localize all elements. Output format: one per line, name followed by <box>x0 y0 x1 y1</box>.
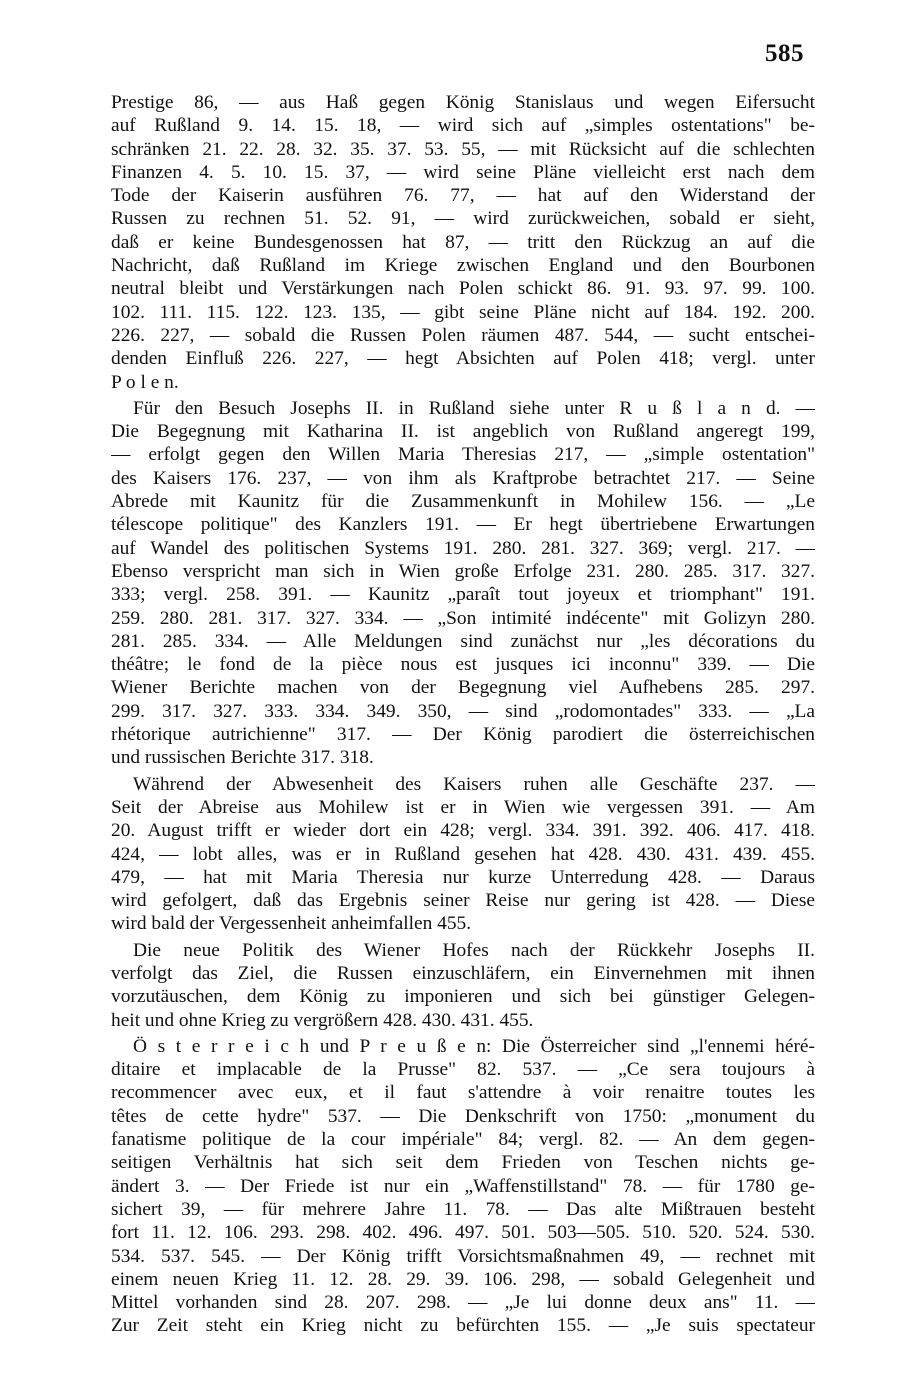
text-line: têtes de cette hydre" 537. — Die Denkschrift von 1750: „monument du <box>111 1105 815 1127</box>
text-line: 226. 227, — sobald die Russen Polen räumen 487. 544, — sucht entschei- <box>111 324 815 346</box>
text-line: auf Rußland 9. 14. 15. 18, — wird sich auf „simples ostentations" be- <box>111 115 815 137</box>
text-line: 281. 285. 334. — Alle Meldungen sind zunächst nur „les décorations du <box>111 630 815 652</box>
text-line: ditaire et implacable de la Prusse" 82. 537. — „Ce sera toujours à <box>111 1059 815 1081</box>
text-line: wird bald der Vergessenheit anheimfallen 455. <box>111 913 472 935</box>
text-line: Seit der Abreise aus Mohilew ist er in Wien wie vergessen 391. — Am <box>111 796 815 818</box>
paragraph <box>111 1035 815 1338</box>
text-line: ändert 3. — Der Friede ist nur ein „Waffenstillstand" 78. — für 1780 ge- <box>111 1175 815 1197</box>
text-line: schränken 21. 22. 28. 32. 35. 37. 53. 55, — mit Rücksicht auf die schlechten <box>111 138 815 160</box>
text-line: Abrede mit Kaunitz für die Zusammenkunft in Mohilew 156. — „Le <box>111 491 815 513</box>
text-line: 20. August trifft er wieder dort ein 428; vergl. 334. 391. 392. 406. 417. 418. <box>111 820 815 842</box>
text-line: rhétorique autrichienne" 317. — Der König parodiert die österreichischen <box>111 724 815 746</box>
text-line: Russen zu rechnen 51. 52. 91, — wird zurückweichen, sobald er sieht, <box>111 208 815 230</box>
text-line: des Kaisers 176. 237, — von ihm als Kraftprobe betrachtet 217. — Seine <box>111 467 815 489</box>
text-line: 333; vergl. 258. 391. — Kaunitz „paraît tout joyeux et triomphant" 191. <box>111 584 815 606</box>
paragraph <box>111 397 815 770</box>
text-line: 424, — lobt alles, was er in Rußland gesehen hat 428. 430. 431. 439. 455. <box>111 843 815 865</box>
text-line: und russischen Berichte 317. 318. <box>111 747 374 769</box>
text-line: Die Begegnung mit Katharina II. ist angeblich von Rußland angeregt 199, <box>111 421 815 443</box>
text-line: recommencer avec eux, et il faut s'attendre à voir renaitre toutes les <box>111 1082 815 1104</box>
text-line: vorzutäuschen, dem König zu imponieren und sich bei günstiger Gelegen- <box>111 986 815 1008</box>
text-line: seitigen Verhältnis hat sich seit dem Frieden von Teschen nichts ge- <box>111 1152 815 1174</box>
text-line: 479, — hat mit Maria Theresia nur kurze Unterredung 428. — Daraus <box>111 866 815 888</box>
text-line: théâtre; le fond de la pièce nous est jusques ici inconnu" 339. — Die <box>111 654 815 676</box>
text-line: einem neuen Krieg 11. 12. 28. 29. 39. 106. 298, — sobald Gelegenheit und <box>111 1268 815 1290</box>
text-line: verfolgt das Ziel, die Russen einzuschläfern, ein Einvernehmen mit ihnen <box>111 962 815 984</box>
paragraph <box>111 939 815 1032</box>
text-line: 534. 537. 545. — Der König trifft Vorsichtsmaßnahmen 49, — rechnet mit <box>111 1245 815 1267</box>
text-line: — erfolgt gegen den Willen Maria Theresias 217, — „simple ostentation" <box>111 444 815 466</box>
text-line: Für den Besuch Josephs II. in Rußland siehe unter R u ß l a n d. — <box>133 397 815 419</box>
text-line: Prestige 86, — aus Haß gegen König Stanislaus und wegen Eifersucht <box>111 92 815 113</box>
text-line: Ebenso verspricht man sich in Wien große Erfolge 231. 280. 285. 317. 327. <box>111 560 815 582</box>
text-line: fort 11. 12. 106. 293. 298. 402. 496. 497. 501. 503—505. 510. 520. 524. 530. <box>111 1222 815 1244</box>
text-line: 299. 317. 327. 333. 334. 349. 350, — sind „rodomontades" 333. — „La <box>111 700 815 722</box>
text-line: Nachricht, daß Rußland im Kriege zwischen England und den Bourbonen <box>111 255 815 277</box>
text-line: Tode der Kaiserin ausführen 76. 77, — hat auf den Widerstand der <box>111 185 815 207</box>
text-line: Finanzen 4. 5. 10. 15. 37, — wird seine Pläne vielleicht erst nach dem <box>111 161 815 183</box>
text-line: 102. 111. 115. 122. 123. 135, — gibt seine Pläne nicht auf 184. 192. 200. <box>111 301 815 323</box>
text-line: Zur Zeit steht ein Krieg nicht zu befürchten 155. — „Je suis spectateur <box>111 1315 815 1337</box>
text-line: daß er keine Bundesgenossen hat 87, — tritt den Rückzug an auf die <box>111 231 815 253</box>
text-line: denden Einfluß 226. 227, — hegt Absichten auf Polen 418; vergl. unter <box>111 348 815 370</box>
paragraph <box>111 773 815 936</box>
text-line: fanatisme politique de la cour impériale" 84; vergl. 82. — An dem gegen- <box>111 1129 815 1151</box>
text-line: auf Wandel des politischen Systems 191. 280. 281. 327. 369; vergl. 217. — <box>111 537 815 559</box>
text-line: Während der Abwesenheit des Kaisers ruhen alle Geschäfte 237. — <box>133 773 815 795</box>
text-line: neutral bleibt und Verstärkungen nach Polen schickt 86. 91. 93. 97. 99. 100. <box>111 278 815 300</box>
page-number: 585 <box>765 40 804 67</box>
text-line: Die neue Politik des Wiener Hofes nach der Rückkehr Josephs II. <box>133 939 815 961</box>
text-line: 259. 280. 281. 317. 327. 334. — „Son intimité indécente" mit Golizyn 280. <box>111 607 815 629</box>
body-text <box>111 91 815 1338</box>
text-line: sichert 39, — für mehrere Jahre 11. 78. — Das alte Mißtrauen besteht <box>111 1198 815 1220</box>
text-line: Wiener Berichte machen von der Begegnung viel Aufhebens 285. 297. <box>111 677 815 699</box>
text-line: heit und ohne Krieg zu vergrößern 428. 430. 431. 455. <box>111 1009 534 1031</box>
text-line: télescope politique" des Kanzlers 191. — Er hegt übertriebene Erwartungen <box>111 514 815 536</box>
text-line: wird gefolgert, daß das Ergebnis seiner Reise nur gering ist 428. — Diese <box>111 890 815 912</box>
text-line: Ö s t e r r e i c h und P r e u ß e n: Die Österreicher sind „l'ennemi héré- <box>133 1035 815 1057</box>
paragraph <box>111 91 815 394</box>
text-line: P o l e n. <box>111 371 179 393</box>
text-line: Mittel vorhanden sind 28. 207. 298. — „Je lui donne deux ans" 11. — <box>111 1292 815 1314</box>
